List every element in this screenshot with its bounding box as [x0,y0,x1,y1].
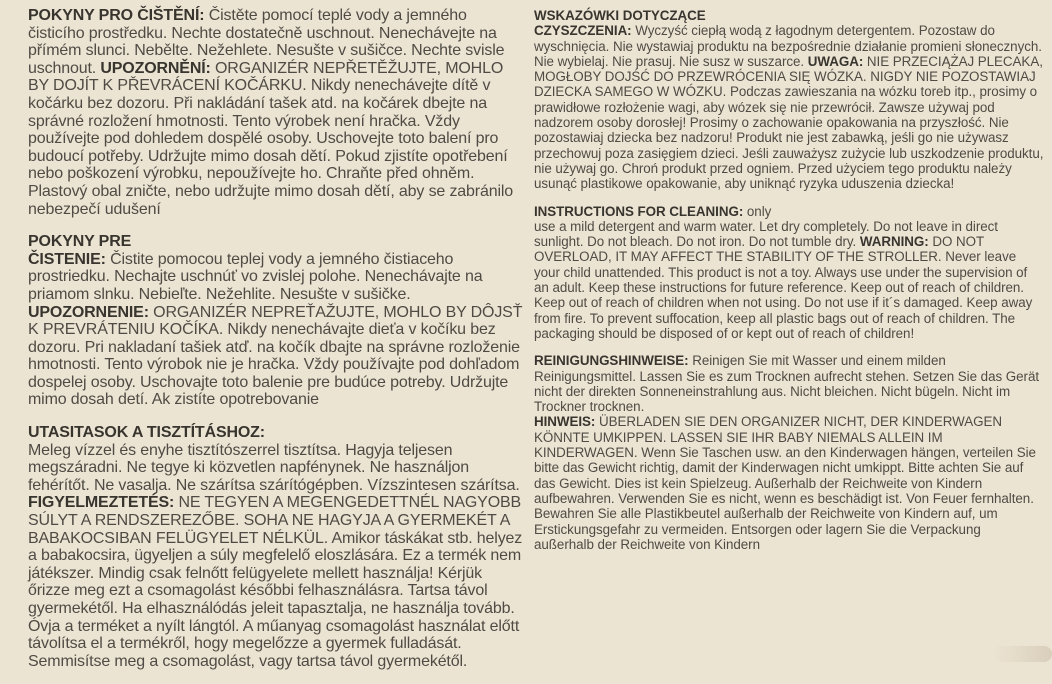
section-german-cleaning-instructions: REINIGUNGSHINWEISE: Reinigen Sie mit Wasser und einem milden Reinigungsmittel. Lassen Sie es zum Trocknen aufrecht stehen. Setzen Sie das Gerät nicht der direkten Sonneneinstrahlung aus. Nicht bleichen. Nicht bügeln. Nicht im Trockner trocknen. HINWEIS: ÜBERLADEN SIE DEN ORGANIZER NICHT, DER KINDERWAGEN KÖNNTE UMKIPPEN. LASSEN SIE IHR BABY NIEMALS ALLEIN IM KINDERWAGEN. Wenn Sie Taschen usw. an den Kinderwagen hängen, verteilen Sie bitte das Gewicht richtig, damit der Kinderwagen nicht umkippt. Bitte achten Sie auf das Gewicht. Dies ist kein Spielzeug. Außerhalb der Reichweite von Kindern aufbewahren. Verwenden Sie es nicht, wenn es beschädigt ist. Von Feuer fernhalten. Bewahren Sie alle Plastikbeutel außerhalb der Reichweite von Kindern auf, um Erstickungsgefahr zu vermeiden. Entsorgen oder lagern Sie die Verpackung außerhalb der Reichweite von Kindern [534,353,1040,552]
right-column [534,7,1044,684]
section-english-cleaning-instructions: INSTRUCTIONS FOR CLEANING: only use a mild detergent and warm water. Let dry completely. Do not leave in direct sunlight. Do not bleach. Do not iron. Do not tumble dry. WARNING: DO NOT OVERLOAD, IT MAY AFFECT THE STABILITY OF THE STROLLER. Never leave your child unattended. This product is not a toy. Always use under the supervision of an adult. Keep these instructions for future reference. Keep out of reach of children. Keep out of reach of children when not using. Do not use if it´s damaged. Keep away from fire. To prevent suffocation, keep all plastic bags out of reach of children. The packaging should be disposed of or kept out of reach of children! [534,203,1033,341]
section-hungarian-cleaning-instructions: UTASITASOK A TISZTÍTÁSHOZ: Meleg vízzel és enyhe tisztítószerrel tisztítsa. Hagyja teljesen megszáradni. Ne tegye ki közvetlen napfénynek. Ne használjon fehérítőt. Ne vasalja. Ne szárítsa szárítógépben. Vízszintesen szárítsa. FIGYELMEZTETÉS: NE TEGYEN A MEGENGEDETTNÉL NAGYOBB SÚLYT A RENDSZEREZŐBE. SOHA NE HAGYJA A GYERMEKÉT A BABAKOCSIBAN FELÜGYELET NÉLKÜL. Amikor táskákat stb. helyez a babakocsira, ügyeljen a súly megfelelő eloszlására. Ez a termék nem játékszer. Mindig csak felnőtt felügyelete mellett használja! Kérjük őrizze meg ezt a csomagolást későbbi felhasználásra. Tartsa távol gyermekétől. Ha elhasználódás jeleit tapasztalja, ne használja tovább. Óvja a terméket a nyílt lángtól. A műanyag csomagolást használat előtt távolítsa el a termékről, hogy megelőzze a gyermek fulladását. Semmisítse meg a csomagolást, vagy tartsa távol gyermekétől. [28,424,523,670]
section-polish-cleaning-instructions: WSKAZÓWKI DOTYCZĄCE CZYSZCZENIA: Wyczyść ciepłą wodą z łagodnym detergentem. Pozostaw do wyschnięcia. Nie wystawiaj produktu na bezpośrednie działanie promieni słonecznych. Nie wybielaj. Nie prasuj. Nie susz w suszarce. UWAGA: NIE PRZECIĄŻAJ PLECAKA, MOGŁOBY DOJŚĆ DO PRZEWRÓCENIA SIĘ WÓZKA. NIGDY NIE POZOSTAWIAJ DZIECKA SAMEGO W WÓZKU. Podczas zawieszania na wózku toreb itp., prosimy o prawidłowe rozłożenie wagi, aby wózek się nie przewrócił. Zawsze używaj pod nadzorem osoby dorosłej! Prosimy o zachowanie opakowania na przyszłość. Nie pozostawiaj dziecka bez nadzoru! Produkt nie jest zabawką, jeśli go nie używasz przechowuj poza zasięgiem dzieci. Jeśli zauważysz zużycie lub uszkodzenie produktu, nie używaj go. Chroń produkt przed ogniem. Przed użyciem tego produktu należy usunąć plastikowe opakowanie, aby uniknąć ryzyka uduszenia dziecka! [534,8,1044,192]
section-slovak-cleaning-instructions: POKYNY PRE ČISTENIE: Čistite pomocou teplej vody a jemného čistiaceho prostriedku. Nechajte uschnúť vo zvislej polohe. Nenechávajte na priamom slnku. Nebieľte. Nežehlite. Nesušte v sušičke. UPOZORNENIE: ORGANIZÉR NEPREŤAŽUJTE, MOHLO BY DÔJSŤ K PREVRÁTENIU KOČÍKA. Nikdy nenechávajte dieťa v kočíku bez dozoru. Pri nakladaní tašiek atď. na kočík dbajte na správne rozloženie hmotnosti. Tento výrobok nie je hračka. Vždy používajte pod dohľadom dospelej osoby. Uschovajte toto balenie pre budúce potreby. Udržujte mimo dosah detí. Ak zistíte opotrebovanie [28,233,523,409]
left-column [28,7,526,684]
section-czech-cleaning-instructions: POKYNY PRO ČIŠTĚNÍ: Čistěte pomocí teplé vody a jemného čisticího prostředku. Nechte dostatečně uschnout. Nenechávejte na přímém slunci. Nebělte. Nežehlete. Nesušte v sušičce. Nechte svisle uschnout. UPOZORNĚNÍ: ORGANIZÉR NEPŘETĚŽUJTE, MOHLO BY DOJÍT K PŘEVRÁCENÍ KOČÁRKU. Nikdy nenechávejte dítě v kočárku bez dozoru. Při nakládání tašek atd. na kočárek dbejte na správné rozložení hmotnosti. Tento výrobek není hračka. Vždy používejte pod dohledem dospělé osoby. Uschovejte toto balení pro budoucí potřeby. Udržujte mimo dosah dětí. Pokud zjistíte opotřebení nebo poškození výrobku, nepoužívejte ho. Chraňte před ohněm. Plastový obal zničte, nebo udržujte mimo dosah dětí, aby se zabránilo nebezpečí udušení [28,7,514,218]
